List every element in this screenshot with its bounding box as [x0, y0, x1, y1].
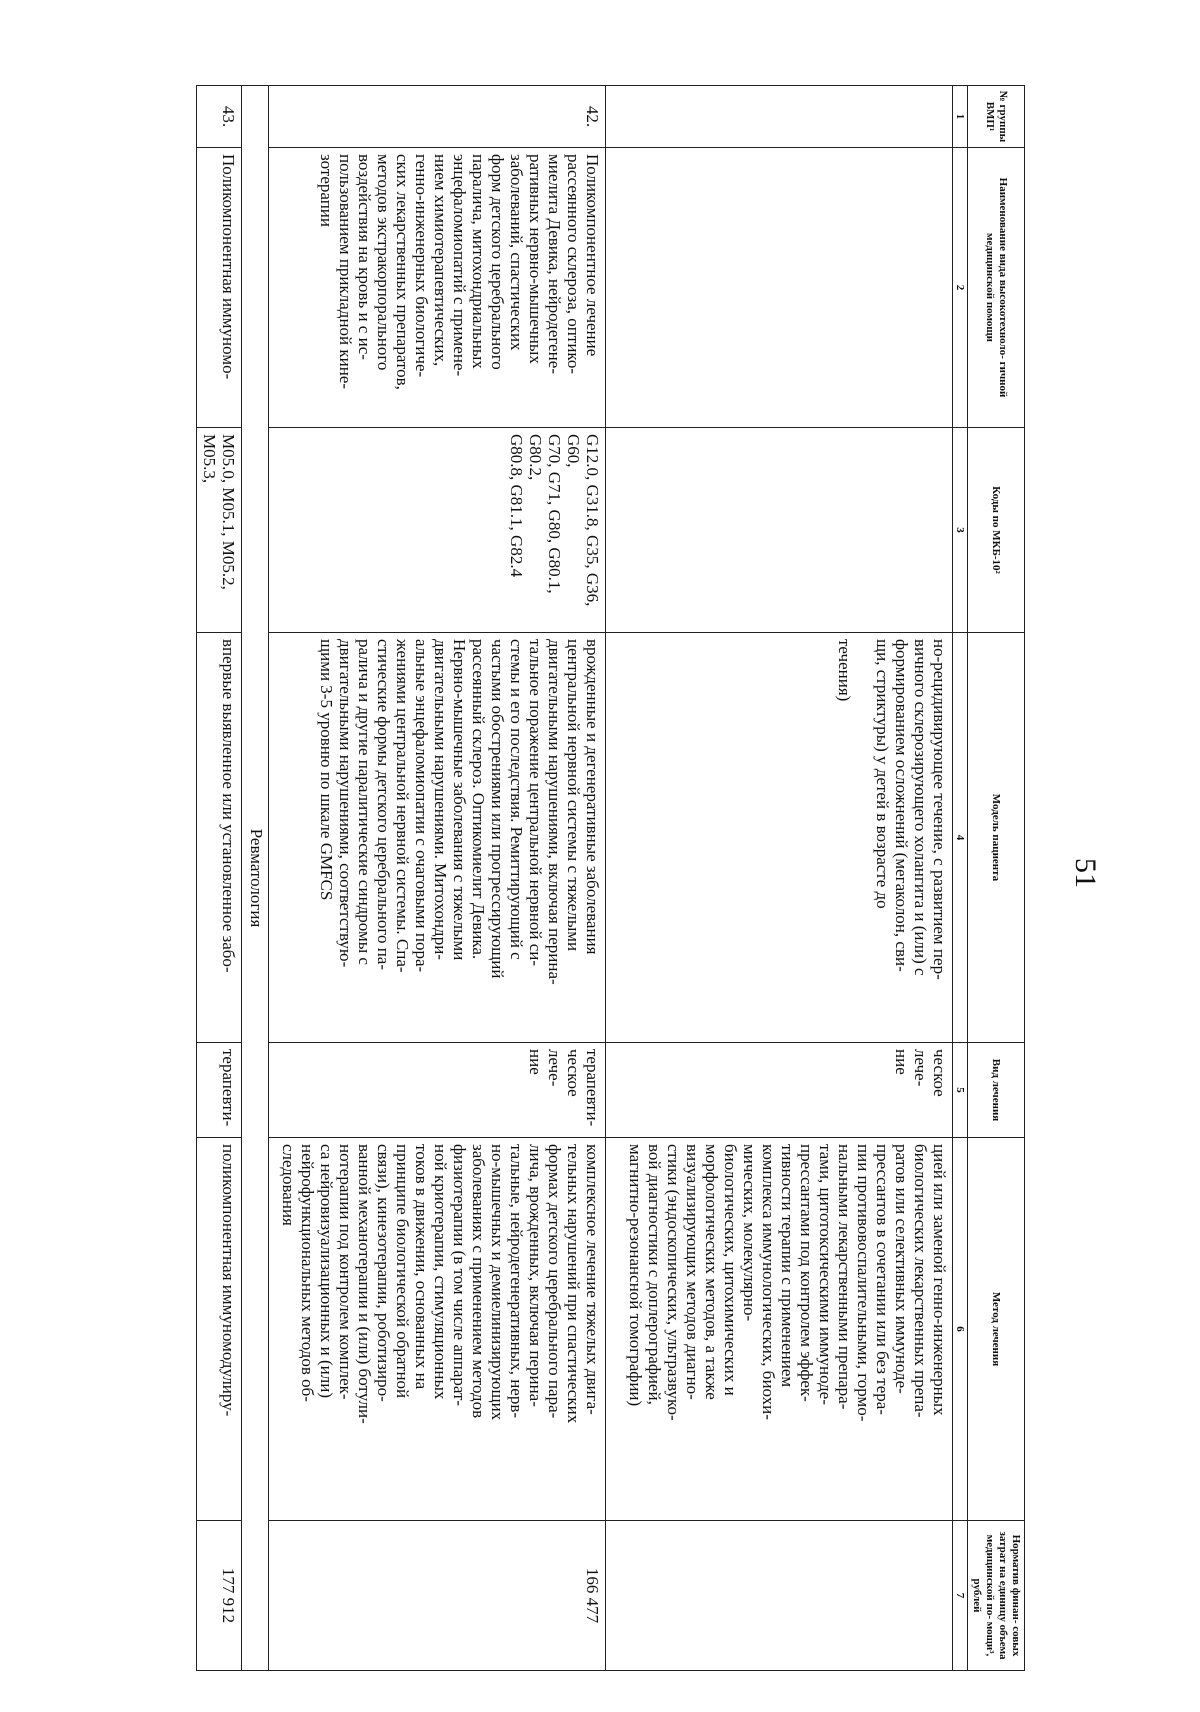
- column-number: 2: [953, 148, 968, 428]
- cell-name: [606, 148, 953, 428]
- header-patient-model: Модель пациента: [968, 633, 1025, 1043]
- column-number: 3: [953, 428, 968, 633]
- cell-patient-model: врожденные и дегенеративные заболевания центральной нервной системы с тяжелыми двигательными нарушениями, включая перина- тальное поражение центральной нервной си- стемы и его последствия. Ремиттирующий с частыми обострениями или прогрессирующий рассеянный склероз. Оптикомиелит Девика. Нервно-мышечные заболевания с тяжелыми двигательными нарушениями. Митохондри- альные энцефаломиопатии с очаговыми пора- жениями центральной нервной системы. Спа- стические формы детского церебрального па- ралича и другие паралитические синдромы с двигательными нарушениями, соответствую- щими 3-5 уровню по шкале GMFCS: [269, 633, 606, 1043]
- page-number: 51: [1069, 858, 1102, 888]
- cell-cost: [606, 1521, 953, 1671]
- cell-treatment-type: терапевти-: [197, 1043, 242, 1138]
- header-cost: Норматив финан- совых затрат на единицу объема медицинской по- мощи³, рублей: [968, 1521, 1025, 1671]
- cell-icd: M05.0, M05.1, M05.2, M05.3,: [197, 428, 242, 633]
- column-number: 4: [953, 633, 968, 1043]
- cell-patient-model: но-рецидивирующее течение, с развитием пер- вичного склерозирующего холангита и (или) с формированием осложнений (мегаколон, сви- щи, стриктуры) у детей в возрасте до течения): [606, 633, 953, 1043]
- cell-group: 42.: [269, 86, 606, 148]
- cell-method: поликомпонентная иммуномодулиру-: [197, 1138, 242, 1521]
- header-method: Метод лечения: [968, 1138, 1025, 1521]
- column-number: 1: [953, 86, 968, 148]
- cell-group: 43.: [197, 86, 242, 148]
- header-name: Наименование вида высокотехноло- гичной медицинской помощи: [968, 148, 1025, 428]
- section-title: Ревматология: [242, 86, 269, 1671]
- header-icd: Коды по МКБ-10²: [968, 428, 1025, 633]
- cell-group: [606, 86, 953, 148]
- cell-patient-model: впервые выявленное или установленное забо-: [197, 633, 242, 1043]
- table-row-43: [197, 86, 242, 1671]
- column-number-row: [953, 86, 968, 1671]
- header-treatment-type: Вид лечения: [968, 1043, 1025, 1138]
- cell-cost: 177 912: [197, 1521, 242, 1671]
- cell-method: комплексное лечение тяжелых двига- тельных нарушений при спастических формах детского церебрального пара- лича, врожденных, включая перина- тальные, нейродегенеративных, нерв- но-мышечных и демиелинизирующих заболеваниях с применением методов физиотерапии (в том числе аппарат- ной криотерапии, стимуляционных токов в движении, основанных на принципе биологической обратной связи), кинезотерапии, роботизиро- ванной механотерапии и (или) ботули- нотерапии под контролем комплек- са нейровизуализационных и (или) нейрофункциональных методов об- следования: [269, 1138, 606, 1521]
- cell-cost: 166 477: [269, 1521, 606, 1671]
- cell-icd: G12.0, G31.8, G35, G36, G60, G70, G71, G80, G80.1, G80.2, G80.8, G81.1, G82.4: [269, 428, 606, 633]
- cell-icd: [606, 428, 953, 633]
- cell-name: Поликомпонентная иммуномо-: [197, 148, 242, 428]
- header-group: № группы ВМП¹: [968, 86, 1025, 148]
- column-number: 6: [953, 1138, 968, 1521]
- column-number: 7: [953, 1521, 968, 1671]
- cell-method: цией или заменой генно-инженерных биологических лекарственных препа- ратов или селективных иммунодe- прессантов в сочетании или без тера- пии противовоспалительными, гормо- нальными лекарственными препара- тами, цитотоксическими иммуноде- прессантами под контролем эффек- тивности терапии с применением комплекса иммунологических, биохи- мических, молекулярно- биологических, цитохимических и морфологических методов, а также визуализирующих методов диагно- стики (эндоскопических, ультразвуко- вой диагностики с доплерографией, магнитно-резонансной томографии): [606, 1138, 953, 1521]
- table-row-42: [269, 86, 606, 1671]
- vmp-table: [196, 85, 1025, 1671]
- rotated-sheet: [85, 85, 1025, 1670]
- section-row: [242, 86, 269, 1671]
- cell-treatment-type: ческое лече- ние: [606, 1043, 953, 1138]
- header-row: [968, 86, 1025, 1671]
- column-number: 5: [953, 1043, 968, 1138]
- cell-treatment-type: терапевти- ческое лече- ние: [269, 1043, 606, 1138]
- cell-name: Поликомпонентное лечение рассеянного склероза, оптико- миелита Девика, нейродегене- ративных нервно-мышечных заболеваний, спастических форм детского церебрального паралича, митохондриальных энцефаломиопатий с примене- нием химиотерапевтических, генно-инженерных биологиче- ских лекарственных препаратов, методов экстракорпорального воздействия на кровь и с ис- пользованием прикладной кине- зотерапии: [269, 148, 606, 428]
- table-row-continued: [606, 86, 953, 1671]
